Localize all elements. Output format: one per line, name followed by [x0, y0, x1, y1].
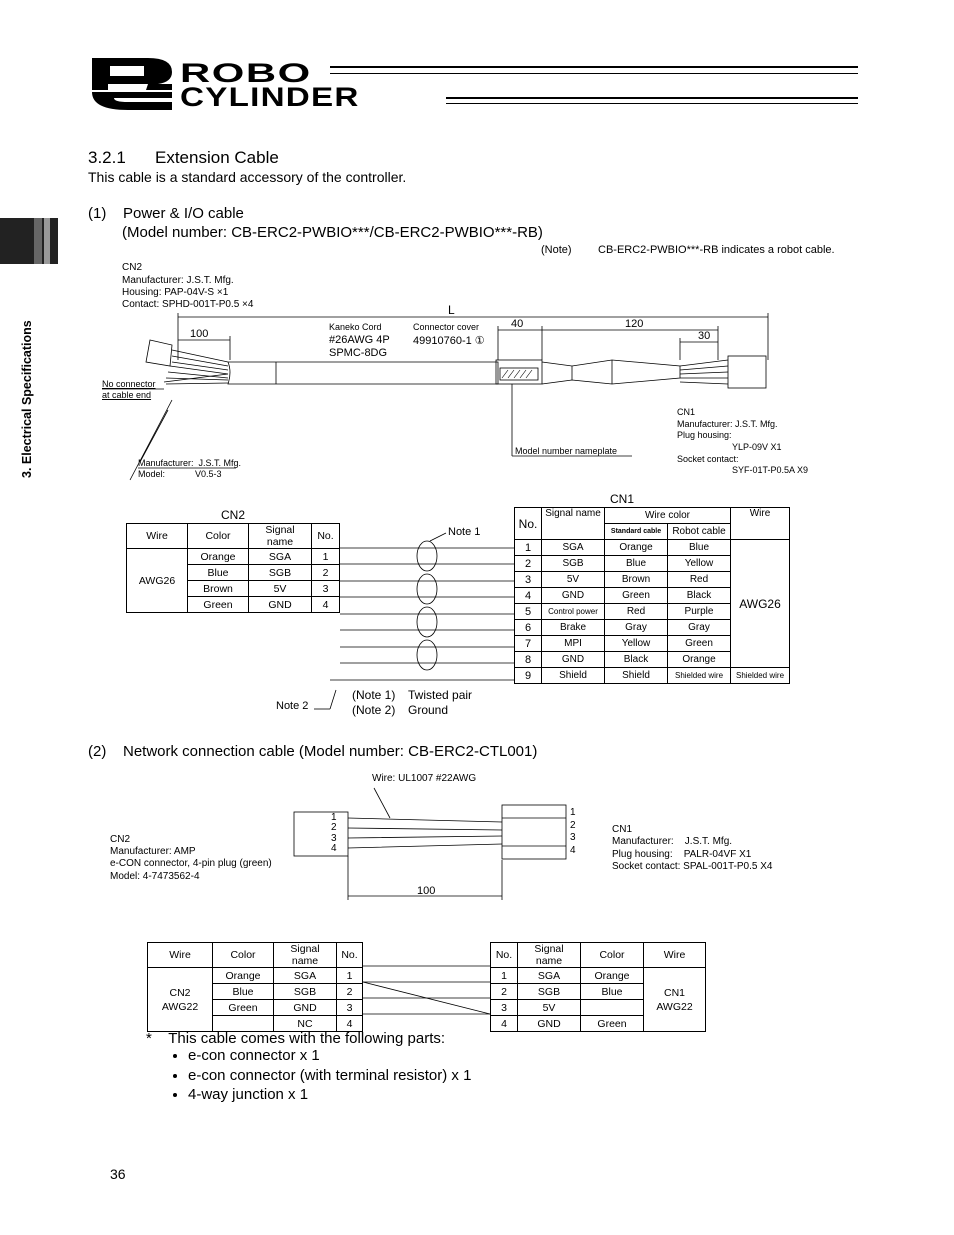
- wire-connector: CN2: [169, 986, 191, 999]
- robot-color-cell: Blue: [668, 540, 731, 556]
- color-cell: Blue: [581, 984, 644, 1000]
- net-cn2-line2: Manufacturer: AMP: [110, 846, 196, 857]
- signal-cell: MPI: [542, 636, 605, 652]
- net-dim-100: 100: [417, 885, 436, 897]
- mfg-line1: Manufacturer: J.S.T. Mfg.: [138, 458, 242, 468]
- network-wire-label: Wire: UL1007 #22AWG: [372, 773, 477, 784]
- kaneko-line1: Kaneko Cord: [329, 322, 382, 332]
- standard-color-cell: Brown: [605, 572, 668, 588]
- header-no: No.: [312, 524, 340, 549]
- page-number: 36: [110, 1166, 126, 1182]
- logo-line2: CYLINDER: [180, 82, 360, 112]
- no-cell: 9: [515, 668, 542, 684]
- net-cn2-line1: CN2: [110, 834, 131, 845]
- net-cn1-line1: CN1: [612, 824, 633, 835]
- signal-cell: SGB: [274, 984, 337, 1000]
- net-left-pin-3: 3: [331, 833, 337, 844]
- no-cell: 4: [515, 588, 542, 604]
- standard-color-cell: Gray: [605, 620, 668, 636]
- net-left-pin-2: 2: [331, 822, 337, 833]
- no-cell: 4: [312, 597, 340, 613]
- header-wire-color: Wire color: [605, 508, 731, 524]
- header-signal: Signal name: [249, 524, 312, 549]
- no-cell: 2: [491, 984, 518, 1000]
- net-right-pin-4: 4: [570, 845, 576, 856]
- signal-cell: 5V: [249, 581, 312, 597]
- wire-cell: AWG26: [127, 549, 188, 613]
- signal-cell: SGA: [249, 549, 312, 565]
- no-cell: 2: [515, 556, 542, 572]
- mfg-line2: Model: V0.5-3: [138, 469, 222, 479]
- list-item: • 4-way junction x 1: [188, 1085, 471, 1105]
- power-cable-model: (Model number: CB-ERC2-PWBIO***/CB-ERC2-PWBIO***-RB): [122, 224, 543, 241]
- signal-cell: 5V: [542, 572, 605, 588]
- header-signal: Signal name: [274, 943, 337, 968]
- no-cell: 6: [515, 620, 542, 636]
- header-no: No.: [491, 943, 518, 968]
- robot-color-cell: Purple: [668, 604, 731, 620]
- power-cn1-table-title: CN1: [610, 492, 635, 506]
- no-cell: 3: [491, 1000, 518, 1016]
- color-cell: Orange: [188, 549, 249, 565]
- dim-100: 100: [190, 328, 209, 340]
- robot-color-cell: Orange: [668, 652, 731, 668]
- dim-120: 120: [625, 318, 644, 330]
- standard-color-cell: Red: [605, 604, 668, 620]
- header-wire: Wire: [644, 943, 706, 968]
- signal-cell: NC: [274, 1016, 337, 1032]
- section-title: Extension Cable: [155, 148, 279, 167]
- power-cn1-line4: YLP-09V X1: [732, 442, 782, 452]
- no-cell: 1: [491, 968, 518, 984]
- power-cn2-line4: Contact: SPHD-001T-P0.5 ×4: [122, 299, 254, 310]
- no-cell: 1: [515, 540, 542, 556]
- dim-40: 40: [511, 318, 524, 330]
- power-cn1-line3: Plug housing:: [677, 430, 732, 440]
- robot-color-cell: Black: [668, 588, 731, 604]
- power-cn2-line2: Manufacturer: J.S.T. Mfg.: [122, 275, 234, 286]
- signal-cell: GND: [274, 1000, 337, 1016]
- signal-cell: Shield: [542, 668, 605, 684]
- list-item: • e-con connector x 1: [188, 1046, 471, 1066]
- power-cn1-line2: Manufacturer: J.S.T. Mfg.: [677, 419, 778, 429]
- net-cn1-line2: Manufacturer: J.S.T. Mfg.: [612, 836, 733, 847]
- parts-list: [168, 1046, 471, 1105]
- signal-cell: SGA: [542, 540, 605, 556]
- section-intro: This cable is a standard accessory of the controller.: [88, 169, 407, 185]
- signal-cell: Brake: [542, 620, 605, 636]
- color-cell: Blue: [188, 565, 249, 581]
- parts-intro: * This cable comes with the following parts:: [146, 1030, 446, 1047]
- note1-text: Twisted pair: [408, 688, 473, 702]
- header-signal: Signal name: [542, 508, 605, 540]
- robot-color-cell: Shielded wire: [668, 668, 731, 684]
- signal-cell: SGB: [518, 984, 581, 1000]
- note2-label: Note 2: [276, 700, 309, 712]
- standard-color-cell: Black: [605, 652, 668, 668]
- signal-cell: GND: [542, 652, 605, 668]
- power-cn2-table-title: CN2: [221, 508, 246, 522]
- power-cn2-line3: Housing: PAP-04V-S ×1: [122, 287, 229, 298]
- power-cn1-line6: SYF-01T-P0.5A X9: [732, 465, 809, 475]
- standard-color-cell: Yellow: [605, 636, 668, 652]
- header-standard: Standard cable: [605, 524, 668, 540]
- header-robot: Robot cable: [668, 524, 731, 540]
- net-cn2-line3: e-CON connector, 4-pin plug (green): [110, 858, 272, 869]
- model-nameplate: Model number nameplate: [515, 446, 618, 456]
- no-cell: 2: [337, 984, 363, 1000]
- power-cable-heading: (1) Power & I/O cable: [88, 205, 244, 222]
- no-cell: 1: [312, 549, 340, 565]
- kaneko-line3: SPMC-8DG: [329, 347, 388, 359]
- net-right-pin-2: 2: [570, 820, 576, 831]
- no-cell: 5: [515, 604, 542, 620]
- standard-color-cell: Shield: [605, 668, 668, 684]
- header-color: Color: [581, 943, 644, 968]
- signal-cell: SGB: [249, 565, 312, 581]
- signal-cell: GND: [542, 588, 605, 604]
- header-color: Color: [188, 524, 249, 549]
- note1-key: (Note 1): [352, 688, 396, 702]
- net-cn1-line4: Socket contact: SPAL-001T-P0.5 X4: [612, 861, 773, 872]
- wire-cell: AWG26: [731, 540, 790, 668]
- header-color: Color: [213, 943, 274, 968]
- list-item: • e-con connector (with terminal resistor) x 1: [188, 1066, 471, 1086]
- net-cn1-line3: Plug housing: PALR-04VF X1: [612, 849, 752, 860]
- header-wire: Wire: [127, 524, 188, 549]
- power-cn1-line1: CN1: [677, 407, 696, 417]
- signal-cell: Control power: [542, 604, 605, 620]
- wire-gauge: AWG22: [656, 1000, 693, 1013]
- color-cell: Green: [581, 1016, 644, 1032]
- dim-L: L: [448, 303, 455, 317]
- net-right-pin-3: 3: [570, 832, 576, 843]
- note1-label: Note 1: [448, 526, 481, 538]
- header-no: No.: [515, 508, 542, 540]
- color-cell: Green: [213, 1000, 274, 1016]
- signal-cell: SGB: [542, 556, 605, 572]
- signal-cell: SGA: [274, 968, 337, 984]
- robot-color-cell: Red: [668, 572, 731, 588]
- robot-color-cell: Gray: [668, 620, 731, 636]
- power-note: CB-ERC2-PWBIO***-RB indicates a robot cable.: [598, 244, 835, 256]
- kaneko-line2: #26AWG 4P: [329, 334, 390, 346]
- note2-text: Ground: [408, 703, 449, 717]
- no-cell: 3: [515, 572, 542, 588]
- signal-cell: GND: [518, 1016, 581, 1032]
- color-cell: Orange: [213, 968, 274, 984]
- color-cell: Blue: [213, 984, 274, 1000]
- net-cn2-line4: Model: 4-7473562-4: [110, 871, 200, 882]
- power-cn2-line1: CN2: [122, 262, 143, 273]
- wire-connector: CN1: [663, 986, 685, 999]
- net-left-pin-4: 4: [331, 843, 337, 854]
- no-cell: 3: [337, 1000, 363, 1016]
- signal-cell: SGA: [518, 968, 581, 984]
- net-right-pin-1: 1: [570, 807, 576, 818]
- logo-line1: ROBO: [180, 58, 312, 88]
- signal-cell: GND: [249, 597, 312, 613]
- chapter-label: 3. Electrical Specifications: [20, 320, 34, 478]
- no-connector-line1: No connector: [102, 379, 156, 389]
- header-wire: Wire: [731, 508, 790, 540]
- section-number: 3.2.1: [88, 148, 126, 167]
- color-cell: Green: [188, 597, 249, 613]
- wire-gauge: AWG22: [161, 1000, 199, 1013]
- robot-color-cell: Yellow: [668, 556, 731, 572]
- no-cell: 4: [337, 1016, 363, 1032]
- no-connector-line2: at cable end: [102, 390, 152, 400]
- color-cell: Orange: [581, 968, 644, 984]
- standard-color-cell: Blue: [605, 556, 668, 572]
- conn-cover-line1: Connector cover: [413, 322, 480, 332]
- header-wire: Wire: [148, 943, 213, 968]
- dim-30: 30: [698, 330, 711, 342]
- net-left-pin-1: 1: [331, 812, 337, 823]
- power-cn1-line5: Socket contact:: [677, 454, 739, 464]
- no-cell: 3: [312, 581, 340, 597]
- header-no: No.: [337, 943, 363, 968]
- standard-color-cell: Green: [605, 588, 668, 604]
- no-cell: 4: [491, 1016, 518, 1032]
- power-note-label: (Note): [541, 244, 572, 256]
- network-cable-heading: (2) Network connection cable (Model number: CB-ERC2-CTL001): [88, 743, 538, 760]
- robot-color-cell: Green: [668, 636, 731, 652]
- color-cell: Brown: [188, 581, 249, 597]
- no-cell: 7: [515, 636, 542, 652]
- conn-cover-line2: 49910760-1 ①: [413, 335, 485, 347]
- no-cell: 2: [312, 565, 340, 581]
- no-cell: 8: [515, 652, 542, 668]
- wire-cell-shield: Shielded wire: [731, 668, 790, 684]
- signal-cell: 5V: [518, 1000, 581, 1016]
- no-cell: 1: [337, 968, 363, 984]
- note2-key: (Note 2): [352, 703, 396, 717]
- header-signal: Signal name: [518, 943, 581, 968]
- standard-color-cell: Orange: [605, 540, 668, 556]
